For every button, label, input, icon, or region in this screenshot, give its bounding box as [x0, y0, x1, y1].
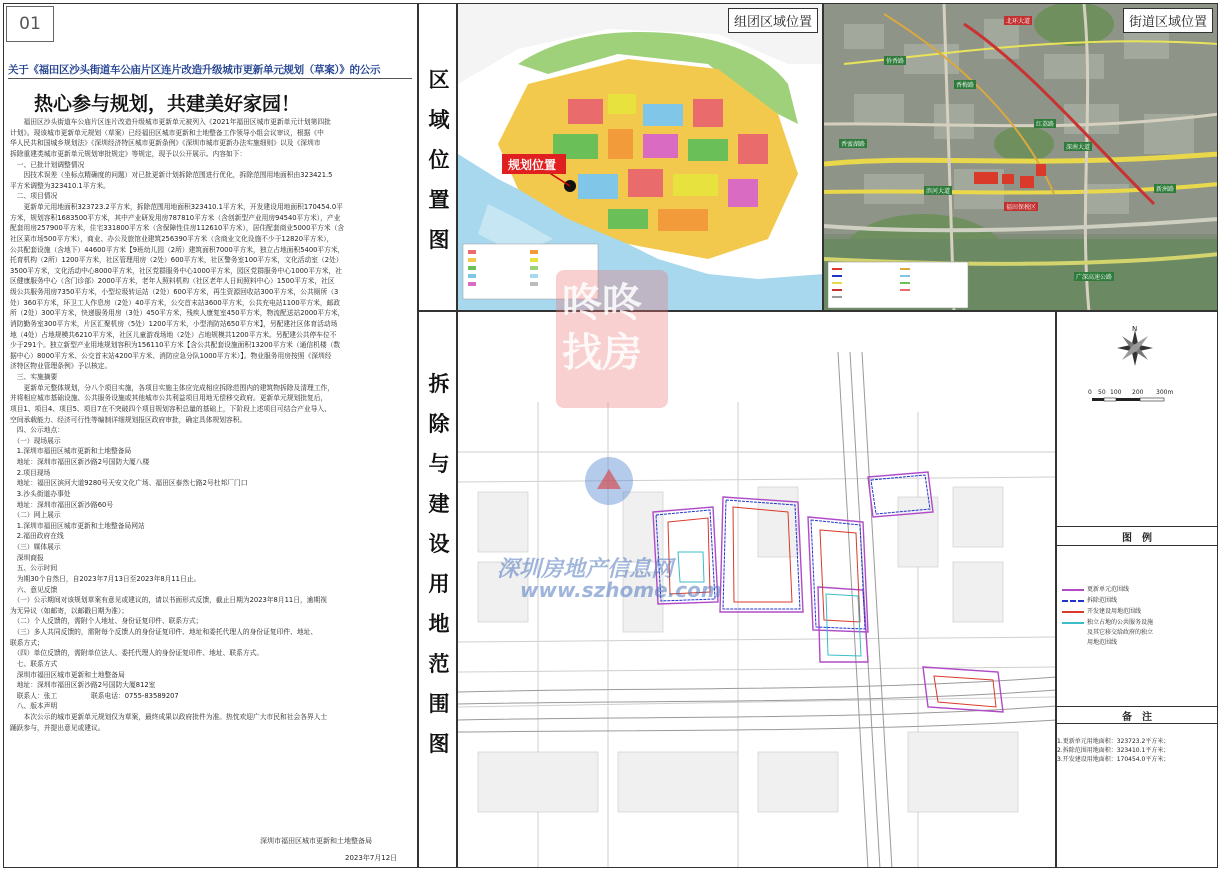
legend-item-public-service-line3: 用地范围线 [1087, 639, 1118, 646]
street-map-graphic [824, 4, 1218, 311]
demolition-heading-char: 地 [428, 612, 450, 636]
signature-organization: 深圳市福田区城市更新和土地整备局 [260, 837, 372, 845]
notice-body [10, 117, 410, 877]
notice-line: 深圳商报 [10, 553, 44, 562]
notice-line: （一）公示期间对该规划草案有意见或建议的，请以书面形式反馈，截止日期为2023年8月11日，逾期视 [10, 596, 327, 605]
legend-swatch-update-unit [1062, 589, 1084, 591]
notice-line: 本次公示的城市更新单元规划仅为草案，最终成果以政府批件为准。热忱欢迎广大市民和社会各界人士 [10, 713, 328, 721]
notice-line: （二）网上展示 [10, 511, 61, 520]
location-heading-char: 区 [428, 68, 450, 92]
signature-date: 2023年7月12日 [345, 854, 398, 862]
street-label-8: 广深高速公路 [1076, 274, 1113, 281]
notice-line: 联系方式； [10, 638, 44, 647]
notice-line: 为期30个自然日，自2023年7月13日至2023年8月11日止。 [10, 574, 201, 583]
notice-line: 方米，规划容积1683500平方米，其中产业研发用房787810平方米（含创新型产业用房94540平方米），产业 [10, 213, 341, 222]
notice-line: 华人民共和国城乡规划法》《深圳经济特区城市更新条例》《深圳市城市更新办法实施细则》以及《深圳市 [10, 139, 321, 148]
compass-north-label: N [1132, 325, 1138, 333]
notice-line: 少于291个。独立新型产业用地规划容积为156110平方米【含公共配套设施面积13200平方米（通信机楼（数 [10, 341, 341, 350]
notice-line: 托育机构（2所）1200平方米，社区管理用房（2处）600平方米，社区警务室100平方米，文化活动室（2处） [10, 256, 343, 265]
notice-line: 据中心）8000平方米、公交首末站4200平方米、消防应急分队1000平方米）】。物业服务用房按照《深圳经 [10, 351, 332, 360]
street-label-2: 侨香路 [886, 58, 905, 65]
notice-line: 并将相应城市基础设施、公共服务设施或其他城市公共利益项目用地无偿移交政府。更新单元规划批复后， [10, 394, 328, 403]
notice-line: （一）现场展示 [10, 436, 61, 445]
notice-line: 一、已批计划调整情况 [10, 160, 85, 169]
demolition-heading-char: 围 [428, 692, 450, 716]
notice-line: 计划》。现该城市更新单元规划（草案）已经福田区城市更新和土地整备工作领导小组会议审议，根据《中 [10, 128, 324, 137]
szhome-logo-icon [583, 455, 635, 507]
notice-line: 区健康服务中心（含门诊部）2000平方米，老年人照料机构（社区老年人日间照料中心）1500平方米，社区 [10, 277, 335, 286]
demolition-heading-box [418, 311, 457, 868]
notice-line: 济特区物业管理条例》予以核定。 [10, 362, 112, 371]
note-line-1: 1.更新单元用地面积：323723.2平方米； [1057, 738, 1170, 745]
demolition-heading-char: 与 [428, 452, 450, 476]
location-heading-char: 位 [428, 148, 450, 172]
street-label-7: 香蜜湖路 [841, 141, 866, 148]
notice-line: 拆除重建类城市更新单元规划审批规定》等规定，现予以公开展示。内容如下： [10, 149, 247, 158]
group-location-map [457, 3, 823, 311]
demolition-heading-char: 建 [428, 492, 450, 516]
group-map-tag: 组团区域位置 [728, 8, 818, 33]
scale-tick-0: 0 [1088, 389, 1092, 396]
notice-line: 所（2处）300平方米，快递服务用房（3处）450平方米，残疾人康复室450平方米，物流配送站2000平方米， [10, 309, 345, 318]
legend-title: 图 例 [1122, 533, 1152, 544]
street-label-10: 福田保税区 [1006, 204, 1037, 211]
street-map-tag: 街道区域位置 [1123, 8, 1213, 33]
brand-watermark-line1: 咚咚 [562, 280, 642, 326]
demolition-heading-char: 除 [428, 412, 450, 436]
slogan: 热心参与规划，共建美好家园！ [34, 93, 301, 115]
notice-line: 2.项目现场 [10, 468, 51, 477]
notice-line: （三）多人共同反馈的，需附每个反馈人的身份证复印件、地址和委托代理人的身份证复印件、地址、 [10, 628, 318, 636]
scale-tick-300: 300m [1156, 389, 1174, 396]
location-heading-char: 置 [428, 188, 450, 212]
legend-label-update-unit: 更新单元范围线 [1087, 586, 1130, 593]
notice-line: 3500平方米，文化活动中心8000平方米，社区党群服务中心1000平方米，园区党群服务中心1000平方米，社 [10, 266, 342, 275]
location-map-heading [419, 60, 459, 260]
street-label-5: 深南大道 [1066, 144, 1091, 151]
legend-swatch-development [1062, 611, 1084, 613]
notice-line: 2.福田政府在线 [10, 532, 64, 541]
notice-line: （四）单位反馈的，需附单位法人、委托代理人的身份证复印件、地址、联系方式。 [10, 649, 264, 658]
street-label-9: 新洲路 [1156, 186, 1175, 193]
note-line-3: 3.开发建设用地面积：170454.0平方米； [1057, 756, 1170, 763]
page-number: 01 [6, 6, 54, 42]
notice-line: 深圳市福田区城市更新和土地整备局 [10, 670, 125, 679]
notice-line: 六、意见反馈 [10, 585, 58, 594]
street-label-3: 香梅路 [956, 82, 975, 89]
notice-line: 社区菜市场500平方米），商业、办公及旅馆业建筑256390平方米（含商业文化设施不少于12820平方米）， [10, 234, 334, 243]
notice-line: 三、实施摘要 [10, 373, 58, 381]
notice-line: 3.沙头街道办事处 [10, 489, 71, 498]
notice-line: 更新单元用地面积323723.2平方米，拆除范围用地面积323410.1平方米，开发建设用地面积170454.0平 [10, 203, 343, 211]
notice-line: 八、版本声明 [10, 702, 58, 711]
notice-line: 配套用房257900平方米，住宅331800平方米（含保障性住房112610平方米），居住配套商业5000平方米（含 [10, 224, 345, 233]
demolition-heading-char: 图 [428, 732, 450, 756]
scale-tick-100: 100 [1110, 389, 1122, 396]
notice-line: 地址：深圳市福田区新沙路60号 [10, 500, 114, 509]
notice-line: 地址：福田区滨河大道9280号天安文化广场、福田区泰然七路2号杜邦厂门口 [10, 479, 248, 488]
legend-item-public-service-line2: 及其它移交给政府的独立 [1087, 629, 1154, 636]
scale-tick-200: 200 [1132, 389, 1144, 396]
street-label-6: 滨河大道 [926, 188, 951, 195]
notice-title: 关于《福田区沙头街道车公庙片区连片改造升级城市更新单元规划（草案）》的公示 [8, 64, 381, 76]
notice-line: 1.深圳市福田区城市更新和土地整备局 [10, 447, 132, 456]
notice-line: 踊跃参与，并提出意见或建议。 [10, 723, 105, 732]
legend-item-demolition [1062, 595, 1117, 604]
legend-item-public-service [1062, 617, 1153, 626]
location-heading-char: 图 [428, 228, 450, 252]
notice-line: 更新单元整体规划，分八个项目实施，各项目实施主体应完成相应拆除范围内的建筑物拆除及清理工作， [10, 383, 335, 392]
legend-swatch-public-service [1062, 622, 1084, 624]
legend-label-demolition: 拆除范围线 [1087, 597, 1118, 604]
site-watermark-url: www.szhome.com [520, 578, 722, 602]
notice-line: 福田区沙头街道车公庙片区连片改造升级城市更新单元被列入《2021年福田区城市更新单元计划第四批 [10, 118, 331, 126]
brand-watermark-line2: 找房 [562, 330, 642, 376]
notice-line: 平方米调整为323410.1平方米。 [10, 181, 110, 190]
demolition-heading-char: 设 [428, 532, 450, 556]
demolition-heading-char: 用 [428, 572, 450, 596]
legend-item-development [1062, 606, 1141, 615]
notice-line: 为无异议（如邮寄，以邮戳日期为准）； [10, 606, 129, 615]
legend-item-update-unit [1062, 584, 1129, 593]
plan-location-marker: 规划位置 [508, 158, 557, 172]
notice-line: 五、公示时间 [10, 564, 58, 573]
notice-line: 因技术误差（坐标点精确度的问题）对已批更新计划拆除范围进行优化，拆除范围用地面积由323421.5 [10, 171, 333, 180]
street-label-4: 红荔路 [1036, 121, 1055, 128]
notice-line: 地址：深圳市福田区新沙路2号国防大厦八楼 [10, 458, 150, 466]
notice-line: 空间承载能力、经济可行性等编制详细规划报区政府审批，确定具体规划容积。 [10, 415, 247, 424]
demolition-map-heading [419, 364, 459, 764]
notice-line: 四、公示地点： [10, 426, 65, 435]
notice-line: 1.深圳市福田区城市更新和土地整备局网站 [10, 521, 145, 530]
street-label-1: 北环大道 [1006, 18, 1031, 25]
location-heading-box [418, 3, 457, 311]
notice-line: 联系人：张工 联系电话：0755-83589207 [10, 691, 179, 700]
note-line-2: 2.拆除范围用地面积：323410.1平方米； [1057, 747, 1170, 754]
demolition-heading-char: 范 [428, 652, 450, 676]
notice-line: 处）360平方米，环卫工人作息房（2处）40平方米，公交首末站3600平方米，公共充电站1100平方米，邮政 [10, 298, 341, 307]
notice-line: 消防勤务室300平方米，片区汇聚机房（5处）1200平方米，小型消防站650平方米】，另配建社区体育活动场 [10, 319, 338, 328]
notice-line: 七、联系方式 [10, 659, 58, 668]
notes-title: 备 注 [1122, 712, 1152, 723]
demolition-heading-char: 拆 [428, 372, 450, 396]
scale-tick-50: 50 [1098, 389, 1106, 396]
location-heading-char: 域 [428, 108, 450, 132]
legend-label-development: 开发建设用地范围线 [1087, 608, 1142, 615]
notice-line: 地（4处）占地规模共6210平方米，社区儿童游戏场地（2处）占地规模共1200平方米。另配建公共停车位不 [10, 330, 337, 339]
notice-line: 公共配套设施（含地下）44600平方米【9班幼儿园（2所）建筑面积7000平方米，独立占地面积5400平方米， [10, 245, 345, 254]
notice-line: （二）个人反馈的，需附个人地址、身份证复印件、联系方式； [10, 617, 203, 626]
legend-label-public-service: 独立占地的公共服务设施 [1087, 619, 1154, 626]
site-watermark-name: 深圳房地产信息网 [497, 557, 674, 582]
legend-swatch-demolition [1062, 600, 1084, 602]
notice-line: （三）媒体展示 [10, 543, 61, 551]
notice-line: 地址：深圳市福田区新沙路2号国防大厦812室 [10, 681, 156, 690]
street-location-map [823, 3, 1218, 311]
notice-line: 二、项目情况 [10, 192, 58, 201]
title-divider [8, 78, 412, 79]
notice-line: 级公共服务用房7350平方米，小型垃圾转运站（2处）600平方米，再生资源回收站300平方米，公共厕所（3 [10, 288, 339, 296]
notice-line: 项目1、项目4、项目5、项目7在不突破四个项目规划容积总量的基础上，下阶段上述项目可结合产业导入、 [10, 404, 331, 413]
